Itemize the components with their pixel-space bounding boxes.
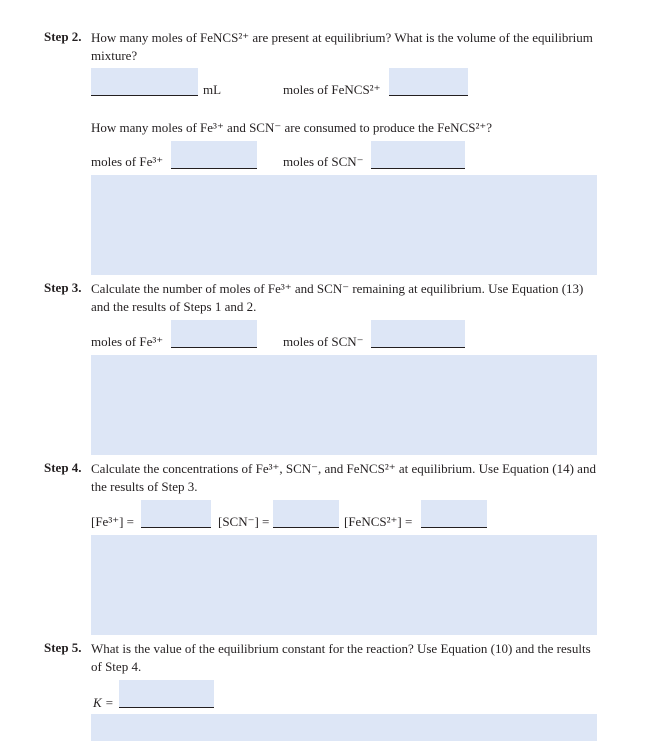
moles-fe-remaining-answer-box[interactable]: [171, 320, 257, 348]
step-2-label: Step 2.: [44, 29, 82, 44]
fe-concentration-answer-box[interactable]: [141, 500, 211, 528]
scn-concentration-line: [273, 527, 339, 528]
step-4-question: Calculate the concentrations of Fe³⁺, SCN⁻, and FeNCS²⁺ at equilibrium. Use Equation (14) and the results of Step 3.: [91, 461, 596, 494]
fencs-concentration-label: [FeNCS²⁺] =: [344, 514, 413, 529]
step-5-question: What is the value of the equilibrium constant for the reaction? Use Equation (10) and the results of Step 4.: [91, 641, 591, 674]
moles-fe-remaining-line: [171, 347, 257, 348]
step-2-work-area[interactable]: [91, 175, 597, 275]
fencs-concentration-line: [421, 527, 487, 528]
fe-concentration-label: [Fe³⁺] =: [91, 514, 134, 529]
scn-concentration-label: [SCN⁻] =: [218, 514, 270, 529]
step-4-work-area[interactable]: [91, 535, 597, 635]
step-4-label: Step 4.: [44, 460, 82, 475]
moles-scn-remaining-label: moles of SCN⁻: [283, 334, 364, 349]
moles-scn-consumed-answer-box[interactable]: [371, 141, 465, 169]
moles-fencs-label: moles of FeNCS²⁺: [283, 82, 381, 97]
moles-scn-remaining-line: [371, 347, 465, 348]
moles-scn-remaining-answer-box[interactable]: [371, 320, 465, 348]
step-2-question-2: How many moles of Fe³⁺ and SCN⁻ are consumed to produce the FeNCS²⁺?: [91, 120, 492, 135]
volume-answer-line: [91, 95, 198, 96]
moles-scn-consumed-label: moles of SCN⁻: [283, 154, 364, 169]
step-5-label: Step 5.: [44, 640, 82, 655]
k-answer-line: [119, 707, 214, 708]
scn-concentration-answer-box[interactable]: [273, 500, 339, 528]
step-5-work-area[interactable]: [91, 714, 597, 741]
moles-fe-consumed-label: moles of Fe³⁺: [91, 154, 164, 169]
moles-fe-remaining-label: moles of Fe³⁺: [91, 334, 164, 349]
fencs-concentration-answer-box[interactable]: [421, 500, 487, 528]
step-3-question: Calculate the number of moles of Fe³⁺ and SCN⁻ remaining at equilibrium. Use Equation (13) and the results of Steps 1 and 2.: [91, 281, 584, 314]
fe-concentration-line: [141, 527, 211, 528]
moles-fe-consumed-answer-box[interactable]: [171, 141, 257, 169]
moles-fencs-answer-box[interactable]: [389, 68, 468, 96]
moles-fencs-answer-line: [389, 95, 468, 96]
k-answer-box[interactable]: [119, 680, 214, 708]
moles-fe-consumed-line: [171, 168, 257, 169]
volume-answer-box[interactable]: [91, 68, 198, 96]
ml-unit-label: mL: [203, 82, 222, 97]
moles-scn-consumed-line: [371, 168, 465, 169]
step-2-question: How many moles of FeNCS²⁺ are present at equilibrium? What is the volume of the equilibrium mixture?: [91, 30, 593, 63]
step-3-work-area[interactable]: [91, 355, 597, 455]
step-3-label: Step 3.: [44, 280, 82, 295]
k-label: K =: [93, 695, 114, 710]
